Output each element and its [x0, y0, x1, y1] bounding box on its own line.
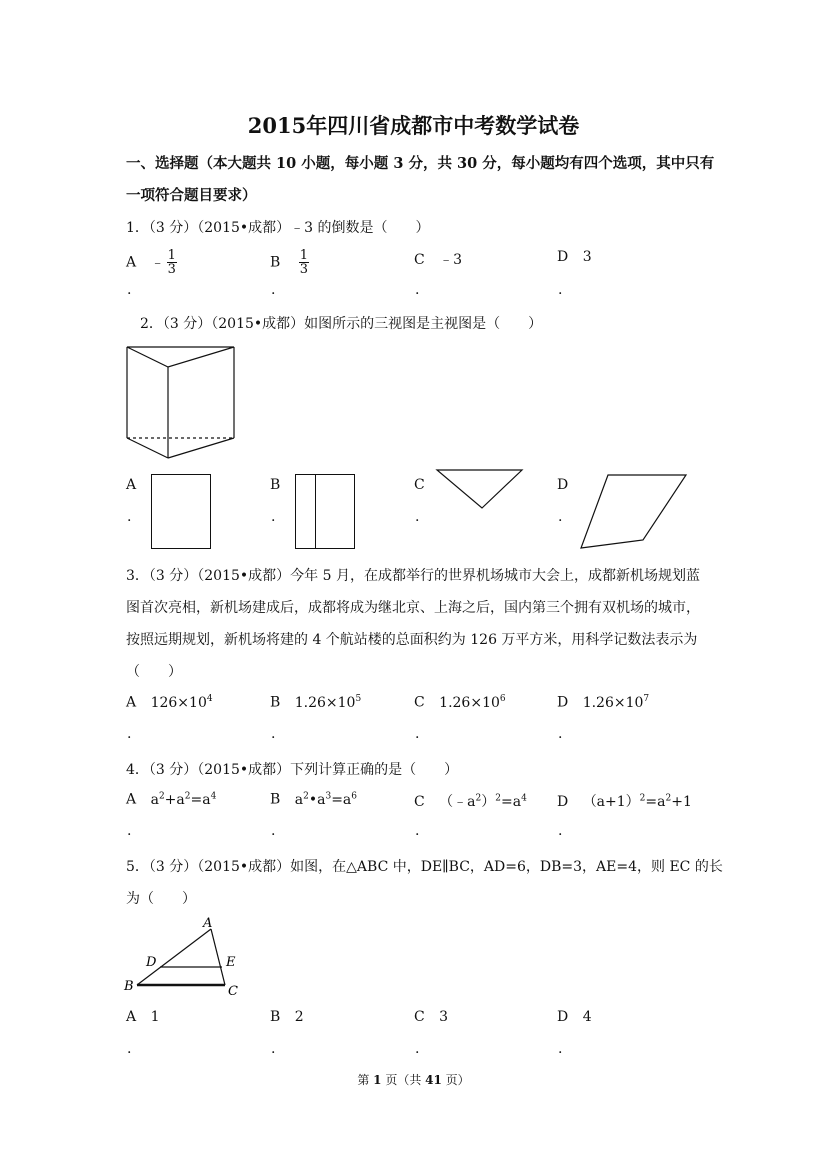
exponent: 5 — [355, 694, 362, 704]
exponent: 6 — [499, 694, 506, 704]
dot: . — [127, 823, 132, 839]
q2-option-a[interactable]: A — [126, 477, 137, 493]
question-1-text: 1．（3 分）（2015•成都）﹣3 的倒数是（ ） — [126, 220, 430, 236]
dot: . — [558, 726, 563, 742]
dot: . — [415, 823, 420, 839]
option-label: B — [270, 694, 281, 711]
current-page: 1 — [373, 1073, 382, 1087]
option-expression: $a^2+a^2=a^4$ — [150, 791, 217, 808]
option-value: 126×10 — [150, 694, 207, 711]
option-expression: $(a+1)^2=a^2+1$ — [582, 793, 692, 810]
question-4-text: 4．（3 分）（2015•成都）下列计算正确的是（ ） — [126, 762, 459, 778]
option-label: B — [270, 1009, 281, 1025]
q5-option-a[interactable] — [126, 1009, 160, 1025]
option-value: 1.26×10 — [582, 694, 644, 711]
dot: . — [415, 282, 420, 298]
q2-option-d[interactable]: D — [557, 477, 569, 493]
minus-sign: ﹣ — [150, 254, 165, 271]
label-b: B — [124, 979, 134, 994]
option-label: D — [557, 694, 569, 711]
question-3-line2: 图首次亮相，新机场建成后，成都将成为继北京、上海之后，国内第三个拥有双机场的城市， — [126, 600, 700, 616]
footer-prefix: 第 — [357, 1073, 374, 1087]
option-value: 1.26×10 — [294, 694, 356, 711]
option-label: A — [126, 791, 137, 808]
q5-option-d[interactable] — [557, 1009, 592, 1025]
dot: . — [127, 1041, 132, 1057]
label-c: C — [228, 984, 238, 999]
option-value: 3 — [582, 249, 592, 265]
question-2-text: 2．（3 分）（2015•成都）如图所示的三视图是主视图是（ ） — [140, 316, 543, 332]
dot: . — [415, 726, 420, 742]
label-e: E — [226, 955, 236, 970]
dot: . — [415, 509, 420, 525]
option-label: A — [126, 1009, 137, 1025]
exponent: 7 — [643, 694, 650, 704]
question-3-line4: （ ） — [126, 664, 182, 680]
option-value: 3 — [439, 1009, 449, 1025]
footer-suffix: 页） — [441, 1073, 470, 1087]
option-value: ﹣3 — [439, 252, 463, 268]
footer-middle: 页（共 — [381, 1073, 426, 1087]
page-title: 2015年四川省成都市中考数学试卷 — [247, 113, 580, 138]
option-label: C — [414, 252, 425, 268]
option-expression: $(﹣a^2)^2=a^4$ — [439, 793, 527, 810]
option-value: 2 — [294, 1009, 304, 1025]
dot: . — [558, 1041, 563, 1057]
option-label: D — [557, 249, 569, 265]
dot: . — [271, 282, 276, 298]
option-expression: $a^2•a^3=a^6$ — [294, 791, 357, 808]
option-label: A — [126, 694, 137, 711]
option-label: B — [270, 254, 281, 271]
exponent: 4 — [206, 694, 213, 704]
page-footer — [0, 1071, 827, 1088]
option-label: C — [414, 794, 425, 810]
dot: . — [271, 1041, 276, 1057]
section-heading-line2: 一项符合题目要求） — [126, 187, 257, 204]
option-label: D — [557, 1009, 569, 1025]
dot: . — [127, 282, 132, 298]
dot: . — [127, 726, 132, 742]
label-a: A — [203, 916, 213, 931]
q5-option-b[interactable] — [270, 1009, 304, 1025]
option-label: C — [414, 1009, 425, 1025]
dot: . — [127, 509, 132, 525]
question-5-line2: 为（ ） — [126, 891, 196, 907]
question-5-line1: 5．（3 分）（2015•成都）如图，在△ABC 中，DE∥BC，AD=6，DB=3，AE=4，则 EC 的长 — [126, 859, 723, 875]
dot: . — [271, 726, 276, 742]
option-value: 4 — [582, 1009, 592, 1025]
option-label: D — [557, 794, 569, 810]
option-label: A — [126, 254, 137, 271]
dot: . — [271, 823, 276, 839]
dot: . — [271, 509, 276, 525]
dot: . — [415, 1041, 420, 1057]
q2-option-b[interactable]: B — [270, 477, 281, 493]
question-3-line3: 按照远期规划，新机场将建的 4 个航站楼的总面积约为 126 万平方米，用科学记数法表示为 — [126, 632, 698, 648]
dot: . — [558, 509, 563, 525]
option-label: B — [270, 791, 281, 808]
fraction: $\frac{1}{3}$ — [299, 248, 309, 277]
dot: . — [558, 282, 563, 298]
label-d: D — [146, 955, 157, 970]
section-heading-line1: 一、选择题（本大题共 10 小题，每小题 3 分，共 30 分，每小题均有四个选项，其中只有 — [126, 155, 715, 172]
q2-option-c[interactable]: C — [414, 477, 425, 493]
total-pages: 41 — [425, 1073, 442, 1087]
option-value: 1 — [150, 1009, 160, 1025]
question-3-line1: 3．（3 分）（2015•成都）今年 5 月，在成都举行的世界机场城市大会上，成都新机场规划蓝 — [126, 568, 700, 584]
option-value: 1.26×10 — [439, 694, 500, 711]
option-label: C — [414, 694, 425, 711]
q5-option-c[interactable] — [414, 1009, 448, 1025]
fraction: $\frac{1}{3}$ — [167, 248, 176, 277]
dot: . — [558, 823, 563, 839]
